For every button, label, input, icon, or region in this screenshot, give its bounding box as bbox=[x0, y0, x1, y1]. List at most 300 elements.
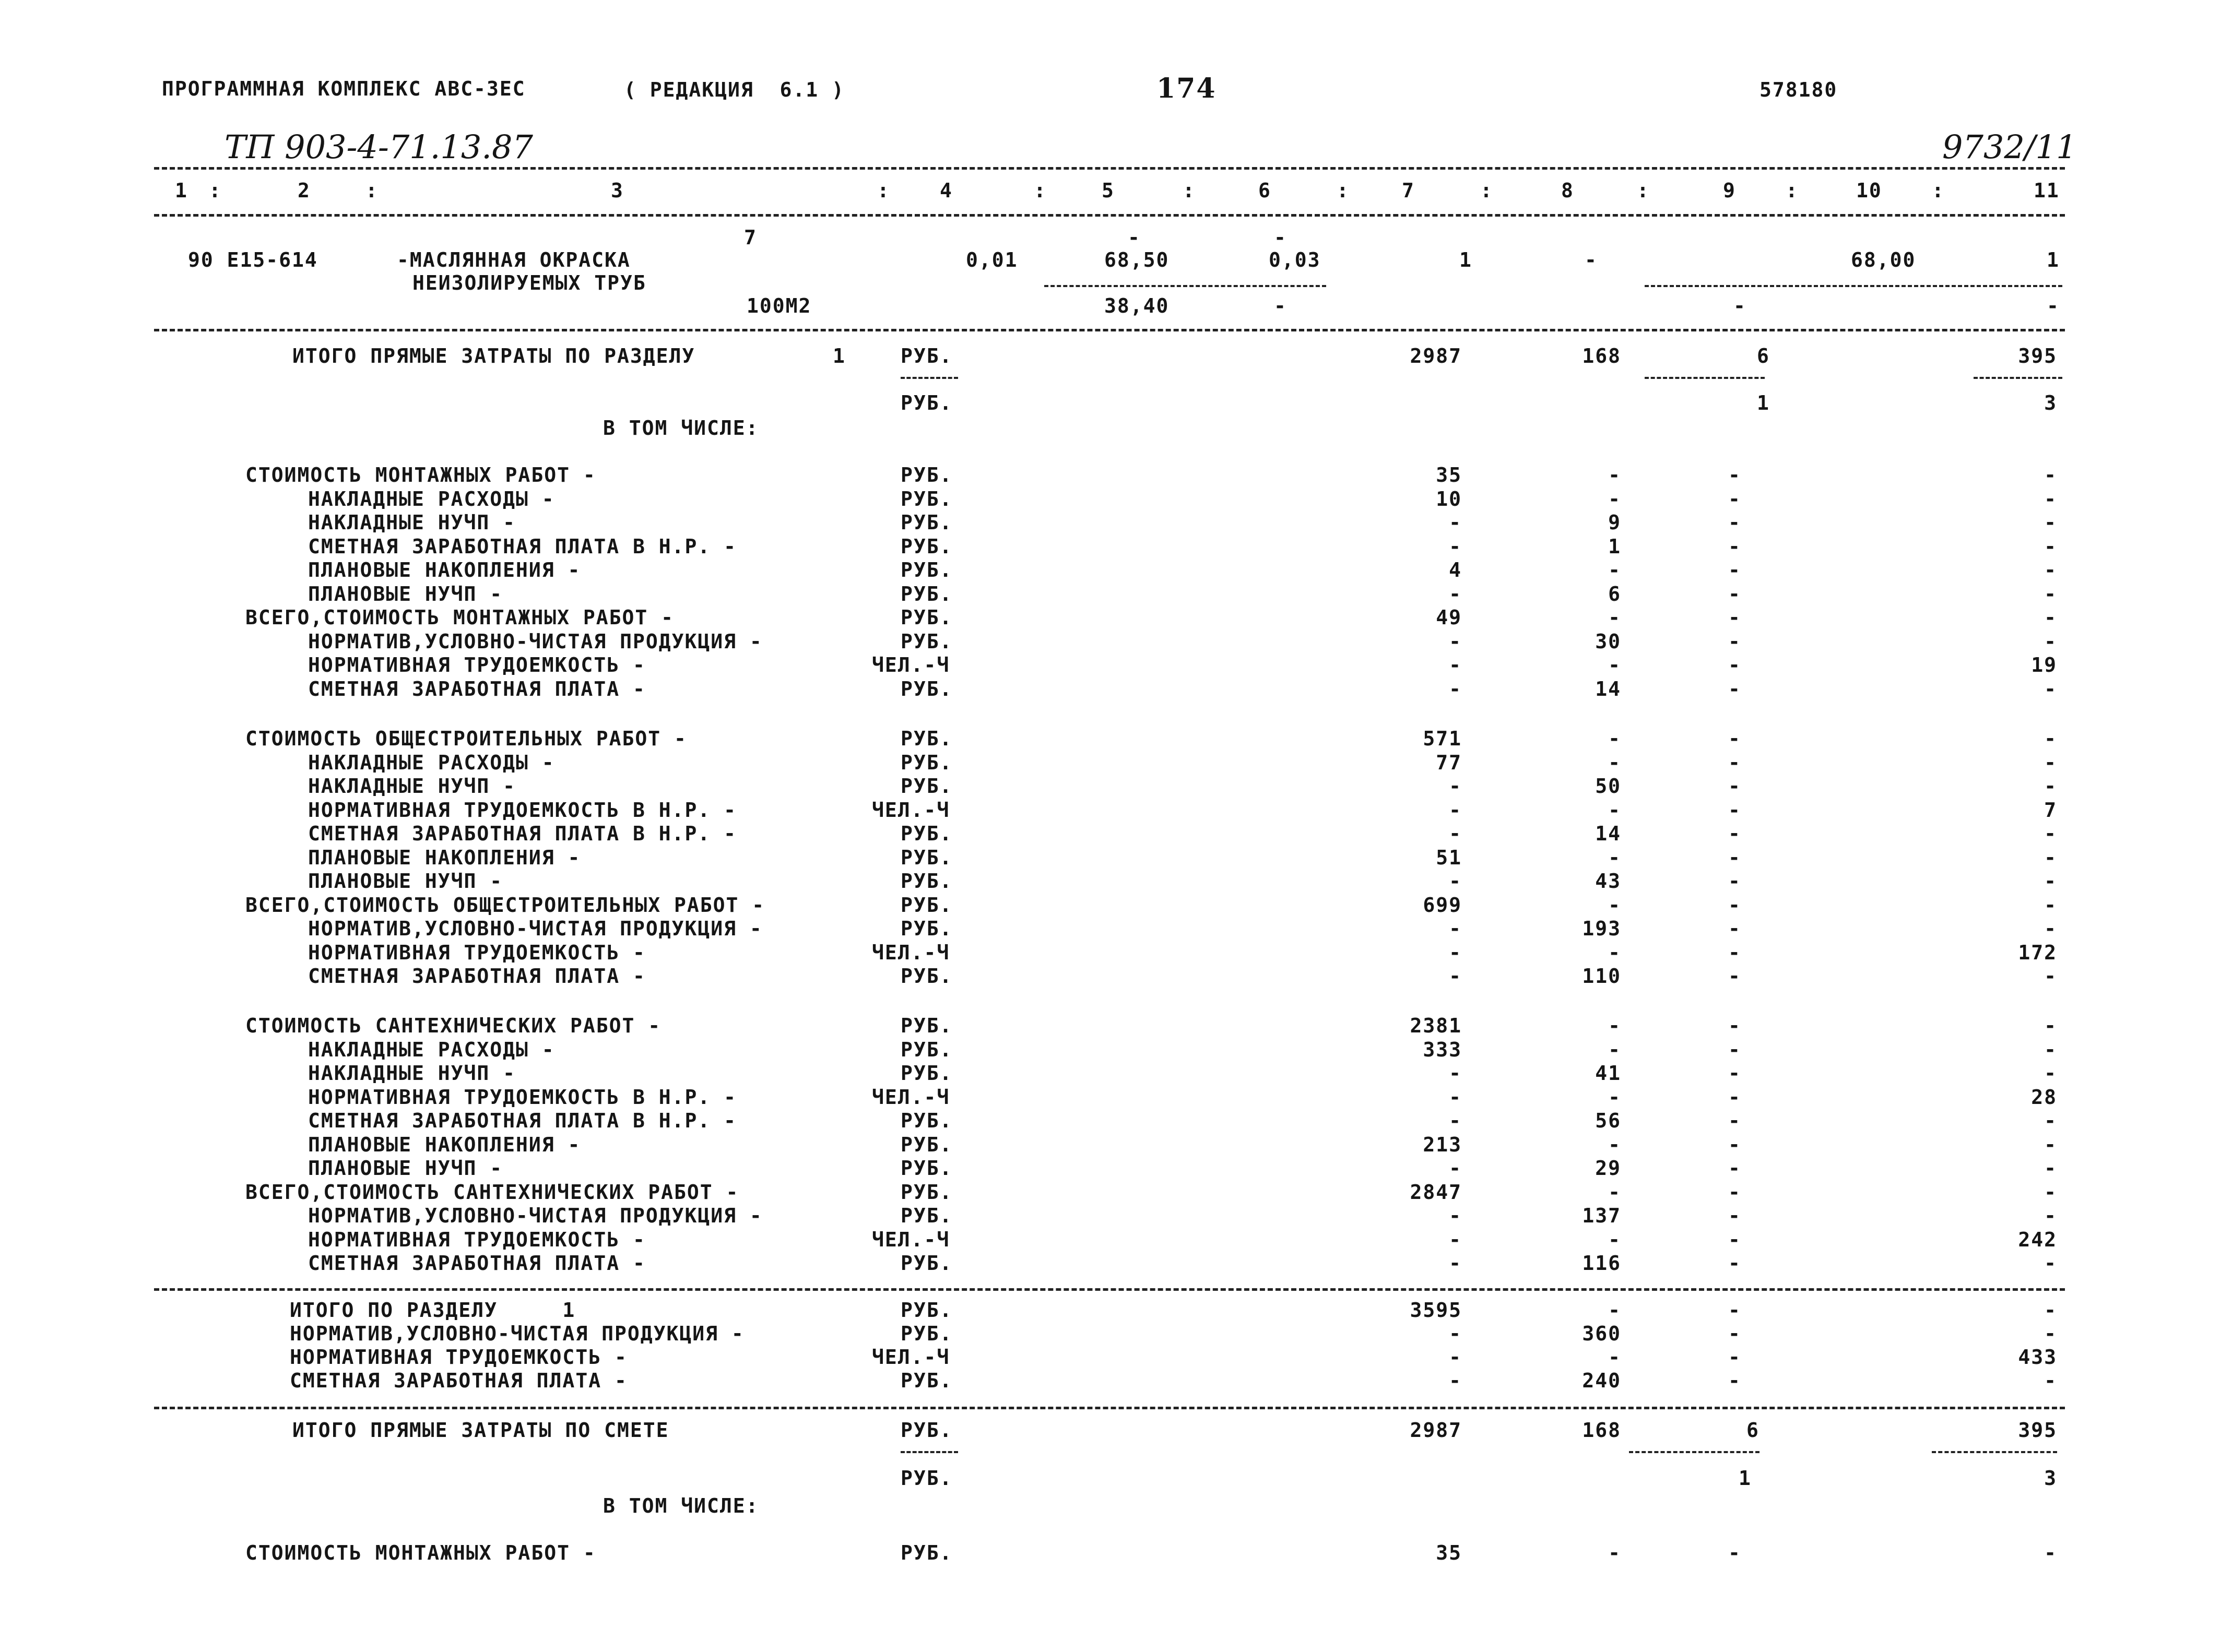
breakdown-c8: 110 bbox=[1582, 965, 1621, 988]
breakdown-c11: - bbox=[2044, 583, 2057, 605]
breakdown-c11: - bbox=[2044, 1252, 2057, 1275]
breakdown-c8: - bbox=[1608, 894, 1621, 917]
breakdown-c8: 50 bbox=[1595, 775, 1621, 798]
breakdown-c9: - bbox=[1728, 965, 1741, 988]
summary-c9: - bbox=[1728, 1322, 1741, 1345]
breakdown-c11: 19 bbox=[2031, 653, 2057, 676]
breakdown-label: НАКЛАДНЫЕ РАСХОДЫ - bbox=[308, 1038, 555, 1061]
section-total-label: ИТОГО ПРЯМЫЕ ЗАТРАТЫ ПО РАЗДЕЛУ bbox=[292, 344, 695, 367]
breakdown-c7: - bbox=[1449, 653, 1462, 676]
item-col6: 0,03 bbox=[1269, 248, 1321, 271]
summary-label: НОРМАТИВ,УСЛОВНО-ЧИСТАЯ ПРОДУКЦИЯ - bbox=[290, 1322, 745, 1345]
item-number: 90 Е15-614 bbox=[188, 248, 318, 271]
breakdown-c8: - bbox=[1608, 488, 1621, 510]
breakdown-label: НОРМАТИВНАЯ ТРУДОЕМКОСТЬ - bbox=[308, 653, 646, 676]
estimate-total-c9: 6 bbox=[1746, 1419, 1760, 1442]
summary-c11: - bbox=[2044, 1369, 2057, 1392]
breakdown-c8: - bbox=[1608, 606, 1621, 629]
breakdown-unit: РУБ. bbox=[901, 630, 953, 653]
breakdown-unit: РУБ. bbox=[901, 1109, 953, 1132]
breakdown-c9: - bbox=[1728, 1228, 1741, 1251]
breakdown-c7: 333 bbox=[1423, 1038, 1462, 1061]
breakdown-c8: - bbox=[1608, 799, 1621, 822]
column-separator: : bbox=[209, 179, 222, 202]
breakdown-label: НОРМАТИВНАЯ ТРУДОЕМКОСТЬ В Н.Р. - bbox=[308, 799, 737, 822]
column-number: 4 bbox=[940, 179, 953, 202]
breakdown-c7: - bbox=[1449, 1252, 1462, 1275]
breakdown-c8: 30 bbox=[1595, 630, 1621, 653]
breakdown-unit: РУБ. bbox=[901, 894, 953, 917]
estimate-total-c11: 395 bbox=[2018, 1419, 2057, 1442]
breakdown-c9: - bbox=[1728, 463, 1741, 486]
doc-reference: ТП 903-4-71.13.87 bbox=[225, 128, 533, 166]
column-number: 6 bbox=[1258, 179, 1271, 202]
breakdown-unit: РУБ. bbox=[901, 822, 953, 845]
item-name-line1: -МАСЛЯННАЯ ОКРАСКА bbox=[397, 248, 631, 271]
item-col10: 68,00 bbox=[1851, 248, 1916, 271]
breakdown-label: ПЛАНОВЫЕ НУЧП - bbox=[308, 1157, 503, 1180]
breakdown-c11: 7 bbox=[2044, 799, 2057, 822]
item-dash-e: - bbox=[2047, 294, 2060, 317]
breakdown-label: НОРМАТИВНАЯ ТРУДОЕМКОСТЬ - bbox=[308, 1228, 646, 1251]
breakdown-c11: - bbox=[2044, 678, 2057, 700]
summary-c7: - bbox=[1449, 1322, 1462, 1345]
breakdown-c7: 213 bbox=[1423, 1133, 1462, 1156]
breakdown-c7: - bbox=[1449, 1086, 1462, 1109]
breakdown-c8: - bbox=[1608, 1014, 1621, 1037]
breakdown-label: НАКЛАДНЫЕ НУЧП - bbox=[308, 1062, 516, 1085]
breakdown-c9: - bbox=[1728, 727, 1741, 750]
breakdown-label: НОРМАТИВНАЯ ТРУДОЕМКОСТЬ - bbox=[308, 941, 646, 964]
breakdown-unit: РУБ. bbox=[901, 917, 953, 940]
estimate-total-unit: РУБ. bbox=[901, 1419, 953, 1442]
breakdown-c7: - bbox=[1449, 965, 1462, 988]
breakdown-c9: - bbox=[1728, 799, 1741, 822]
breakdown-unit: РУБ. bbox=[901, 1133, 953, 1156]
breakdown-label: СМЕТНАЯ ЗАРАБОТНАЯ ПЛАТА - bbox=[308, 965, 646, 988]
item-col8: - bbox=[1585, 248, 1598, 271]
column-separator: : bbox=[1337, 179, 1350, 202]
breakdown-c9: - bbox=[1728, 1181, 1741, 1204]
summary-c8: - bbox=[1608, 1299, 1621, 1322]
breakdown-c8: 41 bbox=[1595, 1062, 1621, 1085]
breakdown-c11: - bbox=[2044, 846, 2057, 869]
summary-bottom-rule bbox=[154, 1407, 2065, 1409]
summary-c8: - bbox=[1608, 1346, 1621, 1369]
breakdown-unit: ЧЕЛ.-Ч bbox=[872, 1228, 950, 1251]
breakdown-c11: - bbox=[2044, 1109, 2057, 1132]
top-rule bbox=[154, 167, 2065, 170]
column-number: 9 bbox=[1723, 179, 1736, 202]
summary-label: НОРМАТИВНАЯ ТРУДОЕМКОСТЬ - bbox=[290, 1346, 628, 1369]
breakdown-c11: - bbox=[2044, 488, 2057, 510]
breakdown-label: ПЛАНОВЫЕ НАКОПЛЕНИЯ - bbox=[308, 558, 581, 581]
breakdown-c9: - bbox=[1728, 917, 1741, 940]
section-total-c11b: 3 bbox=[2044, 391, 2057, 414]
section-total-c11: 395 bbox=[2018, 344, 2057, 367]
breakdown-c8: - bbox=[1608, 941, 1621, 964]
item-unit: 100М2 bbox=[747, 294, 812, 317]
breakdown-unit: РУБ. bbox=[901, 535, 953, 558]
breakdown-c11: 172 bbox=[2018, 941, 2057, 964]
breakdown-c9: - bbox=[1728, 1062, 1741, 1085]
breakdown-c9: - bbox=[1728, 1014, 1741, 1037]
breakdown-c7: - bbox=[1449, 799, 1462, 822]
item-dash-a: - bbox=[1128, 226, 1141, 249]
estimate-total-c9b: 1 bbox=[1739, 1467, 1752, 1490]
breakdown-label: СМЕТНАЯ ЗАРАБОТНАЯ ПЛАТА В Н.Р. - bbox=[308, 822, 737, 845]
column-separator: : bbox=[1034, 179, 1047, 202]
estimate-total-c9-rule bbox=[1629, 1451, 1760, 1453]
breakdown-c9: - bbox=[1728, 941, 1741, 964]
breakdown-c9: - bbox=[1728, 606, 1741, 629]
summary-unit: РУБ. bbox=[901, 1299, 953, 1322]
summary-c11: 433 bbox=[2018, 1346, 2057, 1369]
breakdown-c8: - bbox=[1608, 558, 1621, 581]
breakdown-c8: 137 bbox=[1582, 1204, 1621, 1227]
breakdown-c8: - bbox=[1608, 846, 1621, 869]
item-marker: 7 bbox=[744, 226, 757, 249]
section-total-unit: РУБ. bbox=[901, 344, 953, 367]
breakdown-c7: - bbox=[1449, 941, 1462, 964]
summary-c9: - bbox=[1728, 1369, 1741, 1392]
breakdown-label: ПЛАНОВЫЕ НУЧП - bbox=[308, 583, 503, 605]
breakdown-label: НОРМАТИВ,УСЛОВНО-ЧИСТАЯ ПРОДУКЦИЯ - bbox=[308, 630, 763, 653]
breakdown-c9: - bbox=[1728, 751, 1741, 774]
breakdown-c9: - bbox=[1728, 1086, 1741, 1109]
breakdown-c11: - bbox=[2044, 1157, 2057, 1180]
estimate-total-c11b: 3 bbox=[2044, 1467, 2057, 1490]
breakdown-c7: 4 bbox=[1449, 558, 1462, 581]
breakdown-c11: - bbox=[2044, 751, 2057, 774]
breakdown-c9: - bbox=[1728, 511, 1741, 534]
section-total-unit-2: РУБ. bbox=[901, 391, 953, 414]
item-dash-c: - bbox=[1274, 294, 1287, 317]
summary-c8: 360 bbox=[1582, 1322, 1621, 1345]
breakdown-unit: РУБ. bbox=[901, 1038, 953, 1061]
breakdown-c7: 2381 bbox=[1410, 1014, 1462, 1037]
breakdown-c7: - bbox=[1449, 917, 1462, 940]
breakdown-c11: - bbox=[2044, 630, 2057, 653]
breakdown-c9: - bbox=[1728, 1252, 1741, 1275]
breakdown-c8: - bbox=[1608, 653, 1621, 676]
item-name-line2: НЕИЗОЛИРУЕМЫХ ТРУБ bbox=[412, 271, 646, 294]
breakdown-c7: 49 bbox=[1436, 606, 1462, 629]
item-dash-b: - bbox=[1274, 226, 1287, 249]
breakdown-c7: - bbox=[1449, 678, 1462, 700]
breakdown-label: СМЕТНАЯ ЗАРАБОТНАЯ ПЛАТА - bbox=[308, 1252, 646, 1275]
estimate-total-unit-rule bbox=[901, 1451, 958, 1453]
breakdown-label: ПЛАНОВЫЕ НУЧП - bbox=[308, 870, 503, 893]
section-total-c8: 168 bbox=[1582, 344, 1621, 367]
breakdown-c8: 9 bbox=[1608, 511, 1621, 534]
summary-c9: - bbox=[1728, 1299, 1741, 1322]
summary-label: ИТОГО ПО РАЗДЕЛУ 1 bbox=[290, 1299, 576, 1322]
breakdown-label: СМЕТНАЯ ЗАРАБОТНАЯ ПЛАТА В Н.Р. - bbox=[308, 1109, 737, 1132]
breakdown-unit: РУБ. bbox=[901, 558, 953, 581]
breakdown-c9: - bbox=[1728, 846, 1741, 869]
column-separator: : bbox=[1183, 179, 1196, 202]
breakdown-c9: - bbox=[1728, 1204, 1741, 1227]
breakdown-unit: РУБ. bbox=[901, 1181, 953, 1204]
breakdown-unit: ЧЕЛ.-Ч bbox=[872, 799, 950, 822]
breakdown-c8: - bbox=[1608, 463, 1621, 486]
breakdown-c7: - bbox=[1449, 1228, 1462, 1251]
sheet-reference: 9732/11 bbox=[1942, 128, 2077, 166]
breakdown-c9: - bbox=[1728, 678, 1741, 700]
breakdown-label: НАКЛАДНЫЕ РАСХОДЫ - bbox=[308, 751, 555, 774]
breakdown-label: СМЕТНАЯ ЗАРАБОТНАЯ ПЛАТА В Н.Р. - bbox=[308, 535, 737, 558]
breakdown-c7: - bbox=[1449, 583, 1462, 605]
column-separator: : bbox=[365, 179, 379, 202]
item-bottom-rule bbox=[154, 329, 2065, 331]
breakdown-c8: 14 bbox=[1595, 678, 1621, 700]
breakdown-c8: 116 bbox=[1582, 1252, 1621, 1275]
breakdown-c11: - bbox=[2044, 511, 2057, 534]
summary-label: СМЕТНАЯ ЗАРАБОТНАЯ ПЛАТА - bbox=[290, 1369, 628, 1392]
breakdown-label: СМЕТНАЯ ЗАРАБОТНАЯ ПЛАТА - bbox=[308, 678, 646, 700]
breakdown-label: НОРМАТИВНАЯ ТРУДОЕМКОСТЬ В Н.Р. - bbox=[308, 1086, 737, 1109]
breakdown-c7: - bbox=[1449, 870, 1462, 893]
breakdown-c7: - bbox=[1449, 1109, 1462, 1132]
breakdown-unit: РУБ. bbox=[901, 1204, 953, 1227]
breakdown-c8: 14 bbox=[1595, 822, 1621, 845]
breakdown-c9: - bbox=[1728, 1157, 1741, 1180]
breakdown-c8: 1 bbox=[1608, 535, 1621, 558]
breakdown-c8: - bbox=[1608, 1228, 1621, 1251]
column-separator: : bbox=[877, 179, 890, 202]
breakdown-unit: РУБ. bbox=[901, 846, 953, 869]
section-total-c7: 2987 bbox=[1410, 344, 1462, 367]
breakdown-label: НОРМАТИВ,УСЛОВНО-ЧИСТАЯ ПРОДУКЦИЯ - bbox=[308, 1204, 763, 1227]
breakdown-c9: - bbox=[1728, 583, 1741, 605]
column-number: 1 bbox=[175, 179, 188, 202]
breakdown-c9: - bbox=[1728, 1038, 1741, 1061]
breakdown-c11: - bbox=[2044, 1062, 2057, 1085]
breakdown-c9: - bbox=[1728, 535, 1741, 558]
breakdown-c8: 6 bbox=[1608, 583, 1621, 605]
breakdown-c7: 51 bbox=[1436, 846, 1462, 869]
column-number: 11 bbox=[2034, 179, 2060, 202]
section-total-num: 1 bbox=[833, 344, 846, 367]
breakdown-c11: - bbox=[2044, 727, 2057, 750]
breakdown-label: СТОИМОСТЬ ОБЩЕСТРОИТЕЛЬНЫХ РАБОТ - bbox=[245, 727, 687, 750]
item-price-rule bbox=[1044, 285, 1326, 287]
breakdown-c9: - bbox=[1728, 822, 1741, 845]
breakdown-c11: 242 bbox=[2018, 1228, 2057, 1251]
breakdown-c11: - bbox=[2044, 822, 2057, 845]
last-row-c7: 35 bbox=[1436, 1541, 1462, 1564]
summary-unit: РУБ. bbox=[901, 1322, 953, 1345]
breakdown-unit: ЧЕЛ.-Ч bbox=[872, 941, 950, 964]
breakdown-c9: - bbox=[1728, 894, 1741, 917]
breakdown-label: НАКЛАДНЫЕ НУЧП - bbox=[308, 511, 516, 534]
section-total-c9-rule bbox=[1645, 377, 1765, 379]
column-number: 7 bbox=[1402, 179, 1415, 202]
program-title: ПРОГРАММНАЯ КОМПЛЕКС АВС-ЗЕС bbox=[162, 77, 526, 100]
breakdown-unit: РУБ. bbox=[901, 583, 953, 605]
summary-c9: - bbox=[1728, 1346, 1741, 1369]
breakdown-label: СТОИМОСТЬ МОНТАЖНЫХ РАБОТ - bbox=[245, 463, 596, 486]
last-row-c11: - bbox=[2044, 1541, 2057, 1564]
section-total-unit-rule bbox=[901, 377, 958, 379]
breakdown-c11: - bbox=[2044, 1204, 2057, 1227]
breakdown-c8: 43 bbox=[1595, 870, 1621, 893]
item-col7: 1 bbox=[1459, 248, 1472, 271]
breakdown-c11: - bbox=[2044, 535, 2057, 558]
edition-label: ( РЕДАКЦИЯ 6.1 ) bbox=[624, 78, 845, 101]
item-price: 68,50 bbox=[1104, 248, 1170, 271]
breakdown-label: НАКЛАДНЫЕ РАСХОДЫ - bbox=[308, 488, 555, 510]
breakdown-c8: - bbox=[1608, 1181, 1621, 1204]
item-right-rule bbox=[1645, 285, 2062, 287]
estimate-total-label: ИТОГО ПРЯМЫЕ ЗАТРАТЫ ПО СМЕТЕ bbox=[292, 1419, 669, 1442]
breakdown-c9: - bbox=[1728, 775, 1741, 798]
item-price-2: 38,40 bbox=[1104, 294, 1170, 317]
breakdown-unit: РУБ. bbox=[901, 1014, 953, 1037]
breakdown-c11: - bbox=[2044, 1014, 2057, 1037]
breakdown-unit: РУБ. bbox=[901, 1157, 953, 1180]
breakdown-c8: - bbox=[1608, 751, 1621, 774]
breakdown-c11: - bbox=[2044, 1181, 2057, 1204]
summary-c7: - bbox=[1449, 1369, 1462, 1392]
breakdown-c7: - bbox=[1449, 511, 1462, 534]
breakdown-c9: - bbox=[1728, 1109, 1741, 1132]
breakdown-c7: 77 bbox=[1436, 751, 1462, 774]
section-total-c11-rule bbox=[1974, 377, 2062, 379]
breakdown-c7: - bbox=[1449, 1204, 1462, 1227]
section-total-c9: 6 bbox=[1757, 344, 1770, 367]
breakdown-c11: - bbox=[2044, 606, 2057, 629]
last-row-c9: - bbox=[1728, 1541, 1741, 1564]
breakdown-c11: - bbox=[2044, 1038, 2057, 1061]
last-row-label: СТОИМОСТЬ МОНТАЖНЫХ РАБОТ - bbox=[245, 1541, 596, 1564]
breakdown-label: ПЛАНОВЫЕ НАКОПЛЕНИЯ - bbox=[308, 1133, 581, 1156]
summary-unit: ЧЕЛ.-Ч bbox=[872, 1346, 950, 1369]
breakdown-label: ВСЕГО,СТОИМОСТЬ МОНТАЖНЫХ РАБОТ - bbox=[245, 606, 674, 629]
estimate-total-c8: 168 bbox=[1582, 1419, 1621, 1442]
breakdown-unit: РУБ. bbox=[901, 511, 953, 534]
section-total-c9b: 1 bbox=[1757, 391, 1770, 414]
breakdown-c7: 699 bbox=[1423, 894, 1462, 917]
breakdown-c7: - bbox=[1449, 535, 1462, 558]
breakdown-label: НОРМАТИВ,УСЛОВНО-ЧИСТАЯ ПРОДУКЦИЯ - bbox=[308, 917, 763, 940]
breakdown-c11: - bbox=[2044, 775, 2057, 798]
summary-c8: 240 bbox=[1582, 1369, 1621, 1392]
breakdown-c9: - bbox=[1728, 630, 1741, 653]
breakdown-c9: - bbox=[1728, 653, 1741, 676]
column-separator: : bbox=[1480, 179, 1493, 202]
column-number: 5 bbox=[1102, 179, 1115, 202]
breakdown-c9: - bbox=[1728, 558, 1741, 581]
print-code: 578180 bbox=[1760, 78, 1838, 101]
breakdown-label: СТОИМОСТЬ САНТЕХНИЧЕСКИХ РАБОТ - bbox=[245, 1014, 662, 1037]
breakdown-unit: ЧЕЛ.-Ч bbox=[872, 1086, 950, 1109]
breakdown-c7: - bbox=[1449, 630, 1462, 653]
summary-c11: - bbox=[2044, 1322, 2057, 1345]
breakdown-c8: - bbox=[1608, 1133, 1621, 1156]
breakdown-c7: 571 bbox=[1423, 727, 1462, 750]
breakdown-c9: - bbox=[1728, 1133, 1741, 1156]
breakdown-c11: - bbox=[2044, 965, 2057, 988]
breakdown-c11: - bbox=[2044, 463, 2057, 486]
breakdown-c11: - bbox=[2044, 894, 2057, 917]
breakdown-c7: 35 bbox=[1436, 463, 1462, 486]
breakdown-c7: - bbox=[1449, 775, 1462, 798]
summary-top-rule bbox=[154, 1288, 2065, 1291]
breakdown-c7: - bbox=[1449, 1062, 1462, 1085]
page-number: 174 bbox=[1156, 73, 1217, 104]
including-heading-2: В ТОМ ЧИСЛЕ: bbox=[603, 1494, 759, 1517]
column-number: 3 bbox=[611, 179, 624, 202]
breakdown-c11: - bbox=[2044, 1133, 2057, 1156]
breakdown-c7: - bbox=[1449, 1157, 1462, 1180]
breakdown-c8: - bbox=[1608, 1086, 1621, 1109]
summary-c11: - bbox=[2044, 1299, 2057, 1322]
breakdown-label: ПЛАНОВЫЕ НАКОПЛЕНИЯ - bbox=[308, 846, 581, 869]
summary-c7: 3595 bbox=[1410, 1299, 1462, 1322]
column-number: 10 bbox=[1856, 179, 1882, 202]
breakdown-c7: 10 bbox=[1436, 488, 1462, 510]
breakdown-unit: РУБ. bbox=[901, 488, 953, 510]
item-col11: 1 bbox=[2047, 248, 2060, 271]
column-separator: : bbox=[1786, 179, 1799, 202]
breakdown-c8: - bbox=[1608, 727, 1621, 750]
breakdown-unit: РУБ. bbox=[901, 1252, 953, 1275]
breakdown-label: ВСЕГО,СТОИМОСТЬ САНТЕХНИЧЕСКИХ РАБОТ - bbox=[245, 1181, 739, 1204]
breakdown-label: ВСЕГО,СТОИМОСТЬ ОБЩЕСТРОИТЕЛЬНЫХ РАБОТ - bbox=[245, 894, 765, 917]
header-bottom-rule bbox=[154, 214, 2065, 217]
breakdown-c9: - bbox=[1728, 870, 1741, 893]
column-number: 2 bbox=[298, 179, 311, 202]
breakdown-c8: - bbox=[1608, 1038, 1621, 1061]
summary-unit: РУБ. bbox=[901, 1369, 953, 1392]
breakdown-c9: - bbox=[1728, 488, 1741, 510]
estimate-total-unit-2: РУБ. bbox=[901, 1467, 953, 1490]
breakdown-unit: РУБ. bbox=[901, 870, 953, 893]
last-row-c8: - bbox=[1608, 1541, 1621, 1564]
breakdown-c8: 56 bbox=[1595, 1109, 1621, 1132]
estimate-total-c11-rule bbox=[1932, 1451, 2057, 1453]
breakdown-c7: - bbox=[1449, 822, 1462, 845]
column-separator: : bbox=[1932, 179, 1945, 202]
estimate-total-c7: 2987 bbox=[1410, 1419, 1462, 1442]
breakdown-c7: 2847 bbox=[1410, 1181, 1462, 1204]
item-qty: 0,01 bbox=[966, 248, 1018, 271]
including-heading: В ТОМ ЧИСЛЕ: bbox=[603, 417, 759, 439]
last-row-unit: РУБ. bbox=[901, 1541, 953, 1564]
breakdown-c11: 28 bbox=[2031, 1086, 2057, 1109]
breakdown-unit: РУБ. bbox=[901, 1062, 953, 1085]
breakdown-unit: РУБ. bbox=[901, 727, 953, 750]
breakdown-unit: РУБ. bbox=[901, 965, 953, 988]
breakdown-unit: РУБ. bbox=[901, 678, 953, 700]
item-dash-d: - bbox=[1733, 294, 1746, 317]
breakdown-unit: РУБ. bbox=[901, 751, 953, 774]
breakdown-unit: ЧЕЛ.-Ч bbox=[872, 653, 950, 676]
breakdown-c11: - bbox=[2044, 870, 2057, 893]
column-number: 8 bbox=[1561, 179, 1574, 202]
breakdown-unit: РУБ. bbox=[901, 606, 953, 629]
breakdown-c8: 29 bbox=[1595, 1157, 1621, 1180]
breakdown-c11: - bbox=[2044, 917, 2057, 940]
breakdown-unit: РУБ. bbox=[901, 775, 953, 798]
breakdown-c11: - bbox=[2044, 558, 2057, 581]
breakdown-unit: РУБ. bbox=[901, 463, 953, 486]
breakdown-label: НАКЛАДНЫЕ НУЧП - bbox=[308, 775, 516, 798]
breakdown-c8: 193 bbox=[1582, 917, 1621, 940]
summary-c7: - bbox=[1449, 1346, 1462, 1369]
